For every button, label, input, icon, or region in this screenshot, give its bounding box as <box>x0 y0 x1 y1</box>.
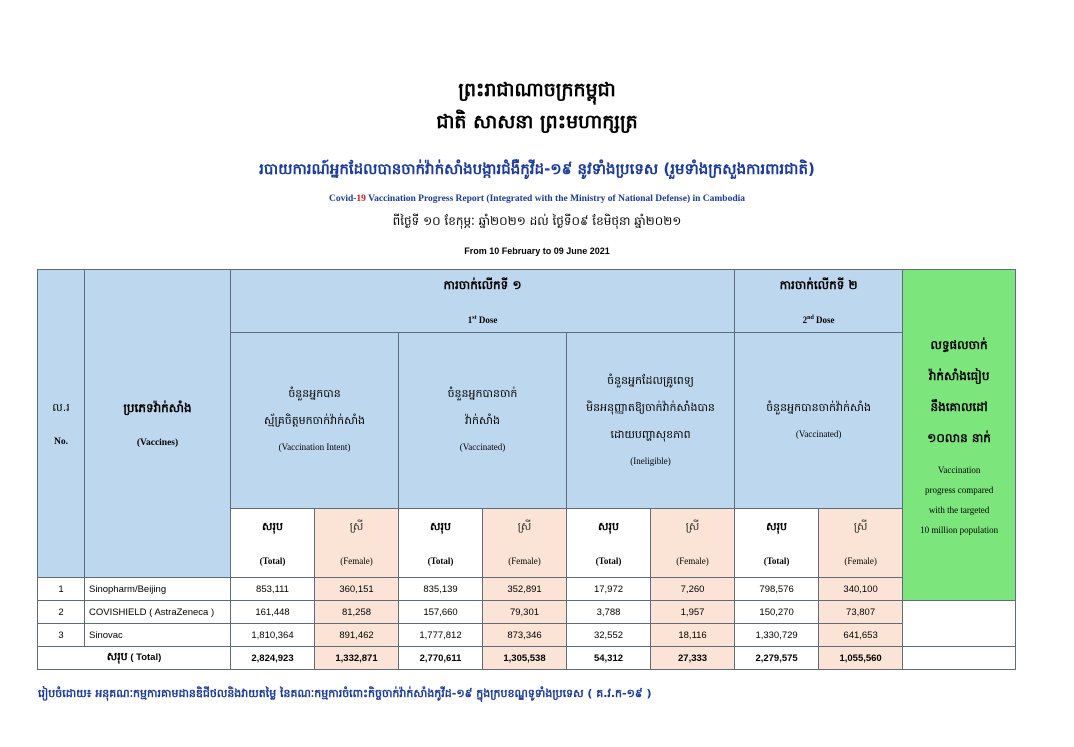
dose1-en-num: 1 <box>467 315 473 325</box>
vaccinated2-km: ចំនួនអ្នកបានចាក់វ៉ាក់សាំង <box>766 400 871 414</box>
inel-total-header <box>567 509 651 578</box>
row-no: 1 <box>38 578 85 601</box>
dose1-header <box>231 270 735 333</box>
vacc1-total: 835,139 <box>399 578 483 601</box>
table-row <box>38 578 1016 601</box>
dose2-header-en <box>735 315 902 325</box>
title-en-part-a: Covid- <box>328 194 357 204</box>
totals-label-km: សរុប <box>106 651 128 663</box>
progress-empty-cell <box>903 647 1016 670</box>
intent-female: 81,258 <box>315 601 399 624</box>
ineligible-km-2: មិនអនុញ្ញាតឱ្យចាក់វ៉ាក់សាំងបាន <box>586 400 715 414</box>
report-title-english <box>0 194 1074 204</box>
national-motto: ជាតិ សាសនា ព្រះមហាក្សត្រ <box>436 111 638 133</box>
intent-km-1: ចំនួនអ្នកបាន <box>288 387 341 400</box>
female-km: ស្រី <box>853 520 868 533</box>
progress-en-4: 10 million population <box>920 525 999 535</box>
intent-header <box>231 333 399 509</box>
female-km: ស្រី <box>349 520 364 533</box>
vacc2-female: 1,055,560 <box>819 647 903 670</box>
vacc1-female: 79,301 <box>483 601 567 624</box>
vacc1-total: 2,770,611 <box>399 647 483 670</box>
total-en: (Total) <box>259 556 286 566</box>
no-header <box>38 270 85 578</box>
row-vaccine-name: Sinopharm/Beijing <box>85 578 231 601</box>
title-en-19: 19 <box>356 194 366 204</box>
ineligible-header <box>567 333 735 509</box>
vacc2-total: 798,576 <box>735 578 819 601</box>
table-row <box>38 624 1016 647</box>
vacc1-female: 873,346 <box>483 624 567 647</box>
female-en: (Female) <box>508 556 541 566</box>
vaccinated2-header <box>735 333 903 509</box>
vaccinated1-en: (Vaccinated) <box>459 442 506 452</box>
ineligible-km-1: ចំនួនអ្នកដែលគ្រូពេទ្យ <box>607 373 694 387</box>
kingdom-title: ព្រះរាជាណាចក្រកម្ពុជា <box>458 79 616 101</box>
intent-total: 161,448 <box>231 601 315 624</box>
vaccinated2-en: (Vaccinated) <box>795 428 842 439</box>
totals-row <box>38 647 1016 670</box>
ineligible-en: (Ineligible) <box>630 455 671 466</box>
vacc2-female: 73,807 <box>819 601 903 624</box>
vacc1-total: 157,660 <box>399 601 483 624</box>
vaccine-header-en: (Vaccines) <box>136 437 179 448</box>
report-title-khmer: របាយការណ៍អ្នកដែលបានចាក់វ៉ាក់សាំងបង្ការជំងឺកូវីដ-១៩ នូវទាំងប្រទេស (រួមទាំងក្រសួងការពារជាតិ) <box>259 160 815 178</box>
intent-total: 1,810,364 <box>231 624 315 647</box>
period-english: From 10 February to 09 June 2021 <box>464 246 610 256</box>
total-km: សរុប <box>262 520 283 533</box>
intent-female: 1,332,871 <box>315 647 399 670</box>
dose2-en-word: Dose <box>813 315 835 325</box>
vacc1-total: 1,777,812 <box>399 624 483 647</box>
vacc1-total-header <box>399 509 483 578</box>
total-km: សរុប <box>430 520 451 533</box>
footer-prepared-by: រៀបចំដោយ៖ អនុគណៈកម្មការគាមដានឌិជីថលនិងវាយតម្លៃ នៃគណៈកម្មការចំពោះកិច្ចចាក់វ៉ាក់សាំងកូវីដ-១៩ ក្នុងក្របខណ្ឌទូទាំងប្រទេស ( គ.វ.ក-១៩ ) <box>38 687 652 700</box>
inel-total: 32,552 <box>567 624 651 647</box>
intent-female-header <box>315 509 399 578</box>
row-vaccine-name: COVISHIELD ( AstraZeneca ) <box>85 601 231 624</box>
inel-total: 54,312 <box>567 647 651 670</box>
no-header-km: ល.រ <box>52 400 70 414</box>
dose2-header-km: ការចាក់លើកទី ២ <box>779 278 858 292</box>
vacc2-female: 340,100 <box>819 578 903 601</box>
total-en: (Total) <box>763 556 790 566</box>
row-no: 3 <box>38 624 85 647</box>
vaccination-table <box>37 269 1016 670</box>
dose1-header-en <box>231 315 734 325</box>
row-no: 2 <box>38 601 85 624</box>
intent-total: 2,824,923 <box>231 647 315 670</box>
total-en: (Total) <box>595 556 622 566</box>
dose1-en-word: Dose <box>476 315 498 325</box>
inel-total: 17,972 <box>567 578 651 601</box>
dose2-en-num: 2 <box>802 315 808 325</box>
progress-en-1: Vaccination <box>937 465 981 475</box>
progress-header <box>903 270 1016 601</box>
dose1-header-km: ការចាក់លើកទី ១ <box>443 278 522 292</box>
vacc2-total: 2,279,575 <box>735 647 819 670</box>
intent-female: 891,462 <box>315 624 399 647</box>
inel-female: 27,333 <box>651 647 735 670</box>
totals-label <box>38 647 231 670</box>
intent-total: 853,111 <box>231 578 315 601</box>
progress-km-2: វ៉ាក់សាំងធៀប <box>928 369 990 383</box>
total-km: សរុប <box>766 520 788 533</box>
progress-km-4: ១០លាន នាក់ <box>927 431 991 445</box>
ineligible-km-3: ដោយបញ្ហាសុខភាព <box>610 427 691 441</box>
no-header-en: No. <box>54 436 68 447</box>
vacc1-female: 1,305,538 <box>483 647 567 670</box>
row-vaccine-name: Sinovac <box>85 624 231 647</box>
vacc2-total: 1,330,729 <box>735 624 819 647</box>
vaccinated1-km-2: វ៉ាក់សាំង <box>465 414 500 427</box>
table-row <box>38 601 1016 624</box>
dose2-header <box>735 270 903 333</box>
intent-en: (Vaccination Intent) <box>278 442 351 452</box>
inel-female-header <box>651 509 735 578</box>
progress-km-1: លទ្ធផលចាក់ <box>930 338 988 352</box>
dose1-en-sup: st <box>472 315 477 321</box>
female-en: (Female) <box>844 556 877 566</box>
inel-total: 3,788 <box>567 601 651 624</box>
vacc2-total: 150,270 <box>735 601 819 624</box>
inel-female: 1,957 <box>651 601 735 624</box>
vacc2-total-header <box>735 509 819 578</box>
period-khmer: ពីថ្ងៃទី ១០ ខែកុម្ភៈ ឆ្នាំ២០២១ ដល់ ថ្ងៃទី០៩ ខែមិថុនា ឆ្នាំ២០២១ <box>392 214 682 228</box>
inel-female: 7,260 <box>651 578 735 601</box>
progress-en-2: progress compared <box>924 485 994 495</box>
totals-label-en: ( Total) <box>130 652 162 663</box>
progress-en-3: with the targeted <box>928 505 990 515</box>
intent-total-header <box>231 509 315 578</box>
female-en: (Female) <box>340 556 373 566</box>
vaccine-header-km: ប្រភេទវ៉ាក់សាំង <box>123 400 192 415</box>
vaccinated1-km-1: ចំនួនអ្នកបានចាក់ <box>447 387 518 400</box>
female-km: ស្រី <box>685 520 700 533</box>
vacc2-female-header <box>819 509 903 578</box>
vacc1-female-header <box>483 509 567 578</box>
total-km: សរុប <box>598 520 619 533</box>
intent-female: 360,151 <box>315 578 399 601</box>
vaccine-header <box>85 270 231 578</box>
intent-km-2: ស្ម័គ្រចិត្តមកចាក់វ៉ាក់សាំង <box>263 414 366 427</box>
progress-km-3: នឹងគោលដៅ <box>930 400 988 414</box>
vacc1-female: 352,891 <box>483 578 567 601</box>
dose2-en-sup: nd <box>807 315 814 321</box>
title-en-part-c: Vaccination Progress Report (Integrated with the Ministry of National Defense) in Cambodia <box>365 194 746 204</box>
total-en: (Total) <box>427 556 454 566</box>
inel-female: 18,116 <box>651 624 735 647</box>
vacc2-female: 641,653 <box>819 624 903 647</box>
female-en: (Female) <box>676 556 709 566</box>
female-km: ស្រី <box>517 520 532 533</box>
vaccinated1-header <box>399 333 567 509</box>
